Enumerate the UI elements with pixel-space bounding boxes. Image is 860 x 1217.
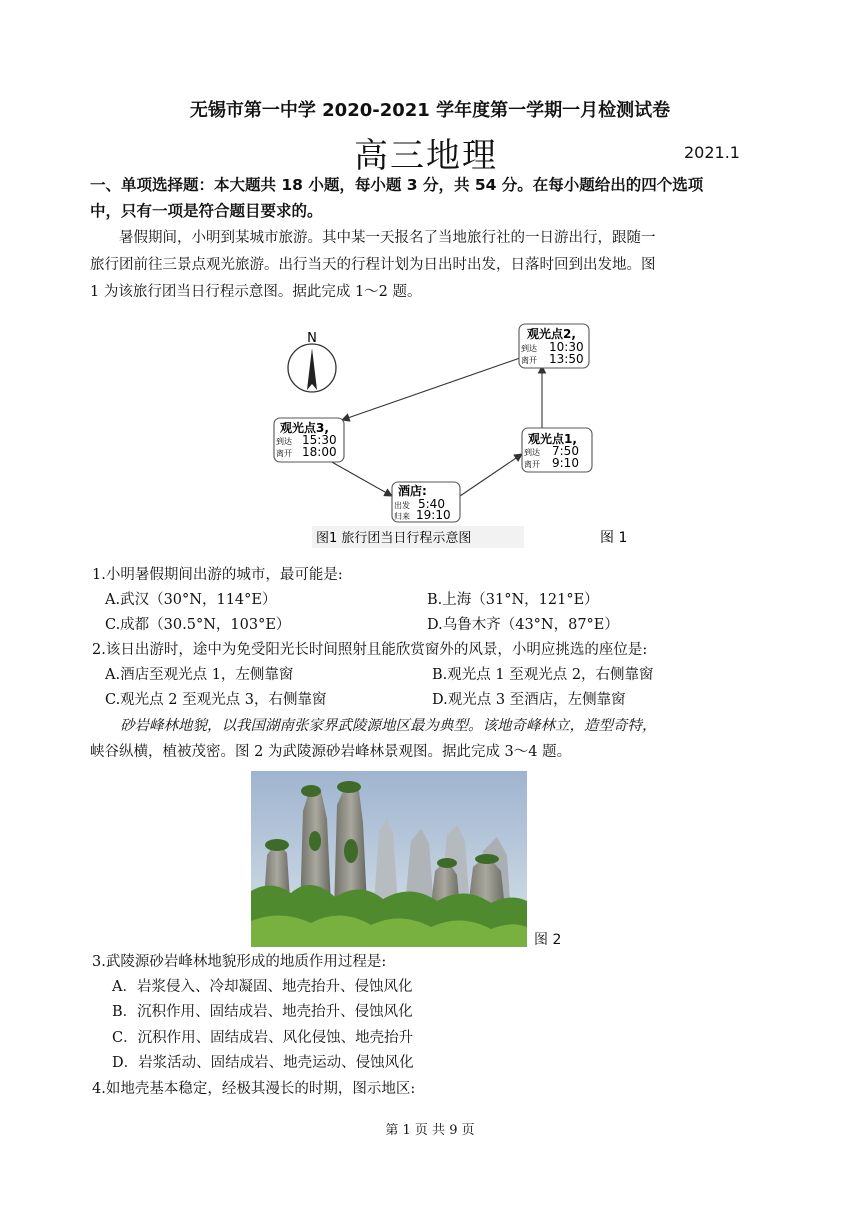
svg-text:酒店:: 酒店: bbox=[398, 484, 427, 498]
svg-text:归来: 归来 bbox=[394, 512, 410, 521]
q2-option-b: B.观光点 1 至观光点 2，右侧靠窗 bbox=[432, 667, 654, 683]
svg-text:观光点2,: 观光点2, bbox=[527, 327, 576, 341]
svg-text:7:50: 7:50 bbox=[552, 444, 579, 458]
q3-option-d: D．岩浆活动、固结成岩、地壳运动、侵蚀风化 bbox=[112, 1055, 414, 1071]
q3-option-c: C．沉积作用、固结成岩、风化侵蚀、地壳抬升 bbox=[112, 1030, 414, 1046]
svg-text:13:50: 13:50 bbox=[549, 352, 584, 366]
passage2-line2: 峡谷纵横，植被茂密。图 2 为武陵源砂岩峰林景观图。据此完成 3～4 题。 bbox=[90, 744, 572, 760]
q3-option-b: B．沉积作用、固结成岩、地壳抬升、侵蚀风化 bbox=[112, 1004, 413, 1020]
exam-title: 无锡市第一中学 2020-2021 学年度第一学期一月检测试卷 bbox=[189, 100, 671, 121]
svg-text:到达: 到达 bbox=[276, 437, 292, 446]
svg-text:9:10: 9:10 bbox=[552, 456, 579, 470]
q3-stem: 3.武陵源砂岩峰林地貌形成的地质作用过程是: bbox=[92, 954, 387, 970]
svg-text:5:40: 5:40 bbox=[418, 497, 445, 511]
passage1-line3: 1 为该旅行团当日行程示意图。据此完成 1～2 题。 bbox=[90, 284, 422, 300]
north-label: N bbox=[307, 331, 317, 346]
q1-option-a: A.武汉（30°N，114°E） bbox=[105, 592, 277, 608]
passage1-line2: 旅行团前往三景点观光旅游。出行当天的行程计划为日出时出发，日落时回到出发地。图 bbox=[90, 257, 656, 273]
q4-stem: 4.如地壳基本稳定，经极其漫长的时期，图示地区: bbox=[92, 1081, 416, 1097]
figure1-caption: 图1 旅行团当日行程示意图 bbox=[316, 531, 472, 546]
exam-date: 2021.1 bbox=[684, 143, 740, 162]
page-number: 第 1 页 共 9 页 bbox=[385, 1123, 475, 1138]
svg-text:观光点1,: 观光点1, bbox=[528, 432, 577, 446]
subject-title: 高三地理 bbox=[354, 136, 498, 176]
passage2-line1: 砂岩峰林地貌，以我国湖南张家界武陵源地区最为典型。该地奇峰林立，造型奇特， bbox=[120, 718, 657, 734]
sandstone-peak-photo bbox=[251, 771, 527, 947]
itinerary-diagram bbox=[270, 320, 670, 550]
q1-stem: 1.小明暑假期间出游的城市，最可能是: bbox=[92, 567, 343, 583]
svg-text:到达: 到达 bbox=[521, 344, 537, 353]
q3-option-a: A．岩浆侵入、冷却凝固、地壳抬升、侵蚀风化 bbox=[112, 979, 413, 995]
svg-text:观光点3,: 观光点3, bbox=[280, 421, 329, 435]
section-heading-line2: 中，只有一项是符合题目要求的。 bbox=[90, 202, 323, 220]
q1-option-c: C.成都（30.5°N，103°E） bbox=[105, 617, 291, 633]
q2-option-d: D.观光点 3 至酒店，左侧靠窗 bbox=[432, 692, 626, 708]
q2-stem: 2.该日出游时，途中为免受阳光长时间照射且能欣赏窗外的风景，小明应挑选的座位是: bbox=[92, 642, 648, 658]
route-spot3-to-hotel bbox=[330, 461, 392, 496]
route-spot2-to-spot3 bbox=[342, 358, 520, 420]
svg-text:离开: 离开 bbox=[276, 449, 292, 458]
q1-option-b: B.上海（31°N，121°E） bbox=[427, 592, 599, 608]
svg-text:离开: 离开 bbox=[521, 356, 537, 365]
svg-text:离开: 离开 bbox=[524, 460, 540, 469]
figure2-label: 图 2 bbox=[534, 932, 562, 948]
spot2-box bbox=[519, 324, 589, 368]
route-hotel-to-spot1 bbox=[460, 454, 522, 496]
north-compass-icon bbox=[288, 331, 336, 392]
svg-text:10:30: 10:30 bbox=[549, 340, 584, 354]
figure1-label: 图 1 bbox=[600, 530, 628, 546]
svg-text:18:00: 18:00 bbox=[302, 445, 337, 459]
q2-option-c: C.观光点 2 至观光点 3，右侧靠窗 bbox=[105, 692, 327, 708]
hotel-box bbox=[392, 482, 460, 522]
section-heading-line1: 一、单项选择题：本大题共 18 小题，每小题 3 分，共 54 分。在每小题给出的四个选项 bbox=[90, 176, 704, 194]
svg-text:出发: 出发 bbox=[394, 501, 410, 510]
q1-option-d: D.乌鲁木齐（43°N，87°E） bbox=[427, 617, 619, 633]
passage1-line1: 暑假期间，小明到某城市旅游。其中某一天报名了当地旅行社的一日游出行，跟随一 bbox=[119, 230, 656, 246]
spot3-box bbox=[274, 418, 344, 462]
spot1-box bbox=[522, 428, 592, 472]
svg-text:15:30: 15:30 bbox=[302, 433, 337, 447]
q2-option-a: A.酒店至观光点 1，左侧靠窗 bbox=[105, 667, 294, 683]
svg-text:到达: 到达 bbox=[524, 448, 540, 457]
svg-text:19:10: 19:10 bbox=[416, 508, 451, 522]
